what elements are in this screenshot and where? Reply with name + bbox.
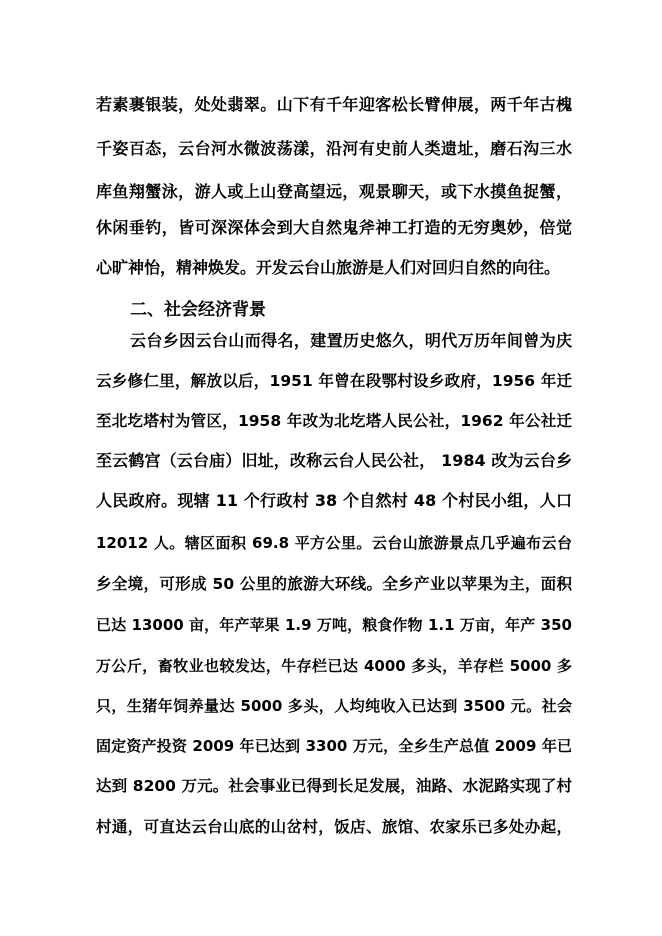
- paragraph-2-line: 至北圪塔村为管区，1958 年改为北圪塔人民公社，1962 年公社迁: [96, 412, 572, 430]
- paragraph-2-line: 至云鹤宫（云台庙）旧址，改称云台人民公社， 1984 改为云台乡: [96, 451, 572, 470]
- paragraph-2-line: 云台乡因云台山而得名，建置历史悠久，明代万历年间曾为庆: [130, 331, 572, 350]
- paragraph-2-line: 乡全境，可形成 50 公里的旅游大环线。全乡产业以苹果为主，面积: [96, 575, 572, 593]
- paragraph-2-line: 已达 13000 亩，年产苹果 1.9 万吨，粮食作物 1.1 万亩，年产 350: [96, 616, 572, 634]
- paragraph-2-line: 12012 人。辖区面积 69.8 平方公里。云台山旅游景点几乎遍布云台: [96, 534, 572, 552]
- paragraph-2-line: 云乡修仁里，解放以后，1951 年曾在段鄂村设乡政府，1956 年迁: [96, 372, 572, 390]
- paragraph-2-line: 万公斤，畜牧业也较发达，牛存栏已达 4000 多头，羊存栏 5000 多: [96, 657, 572, 675]
- paragraph-2-line: 只，生猪年饲养量达 5000 多头，人均纯收入已达到 3500 元。社会: [96, 697, 572, 715]
- paragraph-2-line: 村通，可直达云台山底的山岔村，饭店、旅馆、农家乐已多处办起，: [96, 818, 572, 836]
- paragraph-1-line: 休闲垂钓，皆可深深体会到大自然鬼斧神工打造的无穷奥妙，倍觉: [96, 218, 572, 237]
- paragraph-2-line: 达到 8200 万元。社会事业已得到长足发展，油路、水泥路实现了村: [96, 777, 572, 795]
- paragraph-1-line: 心旷神怡，精神焕发。开发云台山旅游是人们对回归自然的向往。: [96, 258, 561, 277]
- paragraph-2-line: 固定资产投资 2009 年已达到 3300 万元，全乡生产总值 2009 年已: [96, 737, 572, 755]
- paragraph-1-line: 库鱼翔蟹泳，游人或上山登高望远，观景聊天，或下水摸鱼捉蟹，: [96, 182, 572, 201]
- section-heading: 二、社会经济背景: [130, 300, 266, 320]
- paragraph-1-line: 若素裹银装，处处翡翠。山下有千年迎客松长臂伸展，两千年古槐: [96, 95, 572, 114]
- paragraph-2-line: 人民政府。现辖 11 个行政村 38 个自然村 48 个村民小组，人口: [96, 491, 572, 510]
- paragraph-1-line: 千姿百态，云台河水微波荡漾，沿河有史前人类遗址，磨石沟三水: [96, 139, 572, 158]
